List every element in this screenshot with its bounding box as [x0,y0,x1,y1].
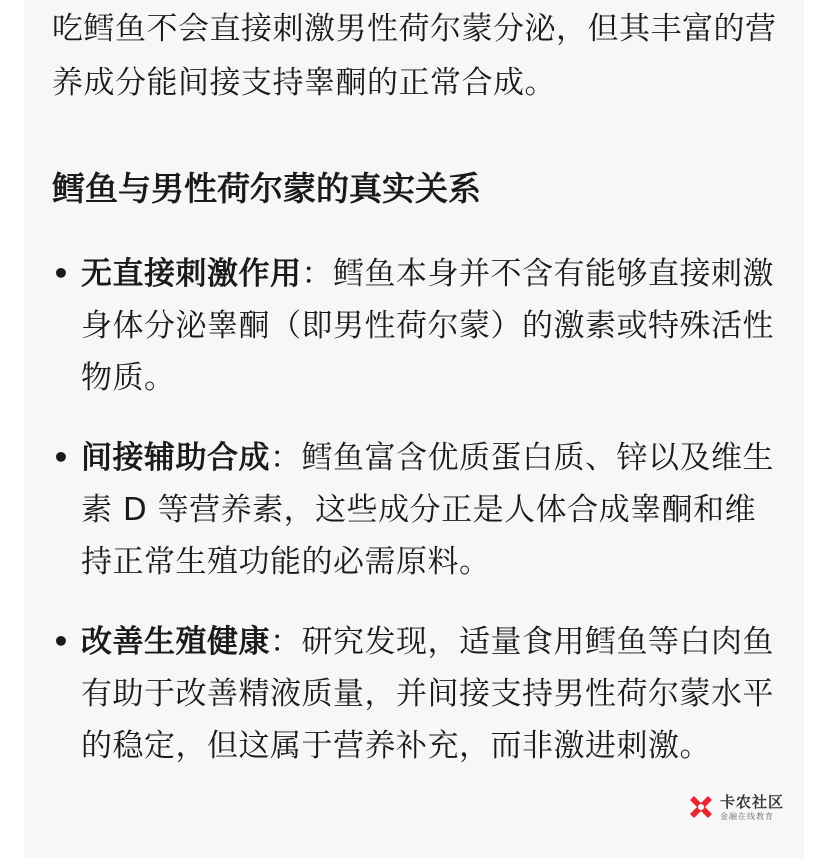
item-term: 改善生殖健康 [81,624,270,660]
item-term: 间接辅助合成 [81,440,270,476]
item-text: ：鳕鱼本身并不含有能够直接刺激身体分泌睾酮（即男性荷尔蒙）的激素或特殊活性物质。 [81,256,774,396]
intro-paragraph: 吃鳕鱼不会直接刺激男性荷尔蒙分泌，但其丰富的营养成分能间接支持睾酮的正常合成。 [52,11,777,101]
bullet-dot: • [52,257,71,290]
kanong-logo-icon [686,793,716,823]
list-item [52,432,782,588]
watermark-title: 卡农社区 [720,793,785,811]
list-item [52,616,782,772]
watermark-text [720,795,784,821]
item-text: ：鳕鱼富含优质蛋白质、锌以及维生素 D 等营养素，这些成分正是人体合成睾酮和维持正常生殖功能的必需原料。 [81,440,774,580]
item-term: 无直接刺激作用 [81,256,302,292]
bullet-list [52,248,782,800]
bullet-dot: • [52,441,71,474]
section-heading: 鳕鱼与男性荷尔蒙的真实关系 [52,169,481,208]
watermark-subtitle: 金融在线教育 [720,812,774,821]
watermark [686,792,784,824]
item-text: ：研究发现，适量食用鳕鱼等白肉鱼有助于改善精液质量，并间接支持男性荷尔蒙水平的稳定，但这属于营养补充，而非激进刺激。 [81,624,774,764]
bullet-dot: • [52,625,71,658]
list-item [52,248,782,404]
